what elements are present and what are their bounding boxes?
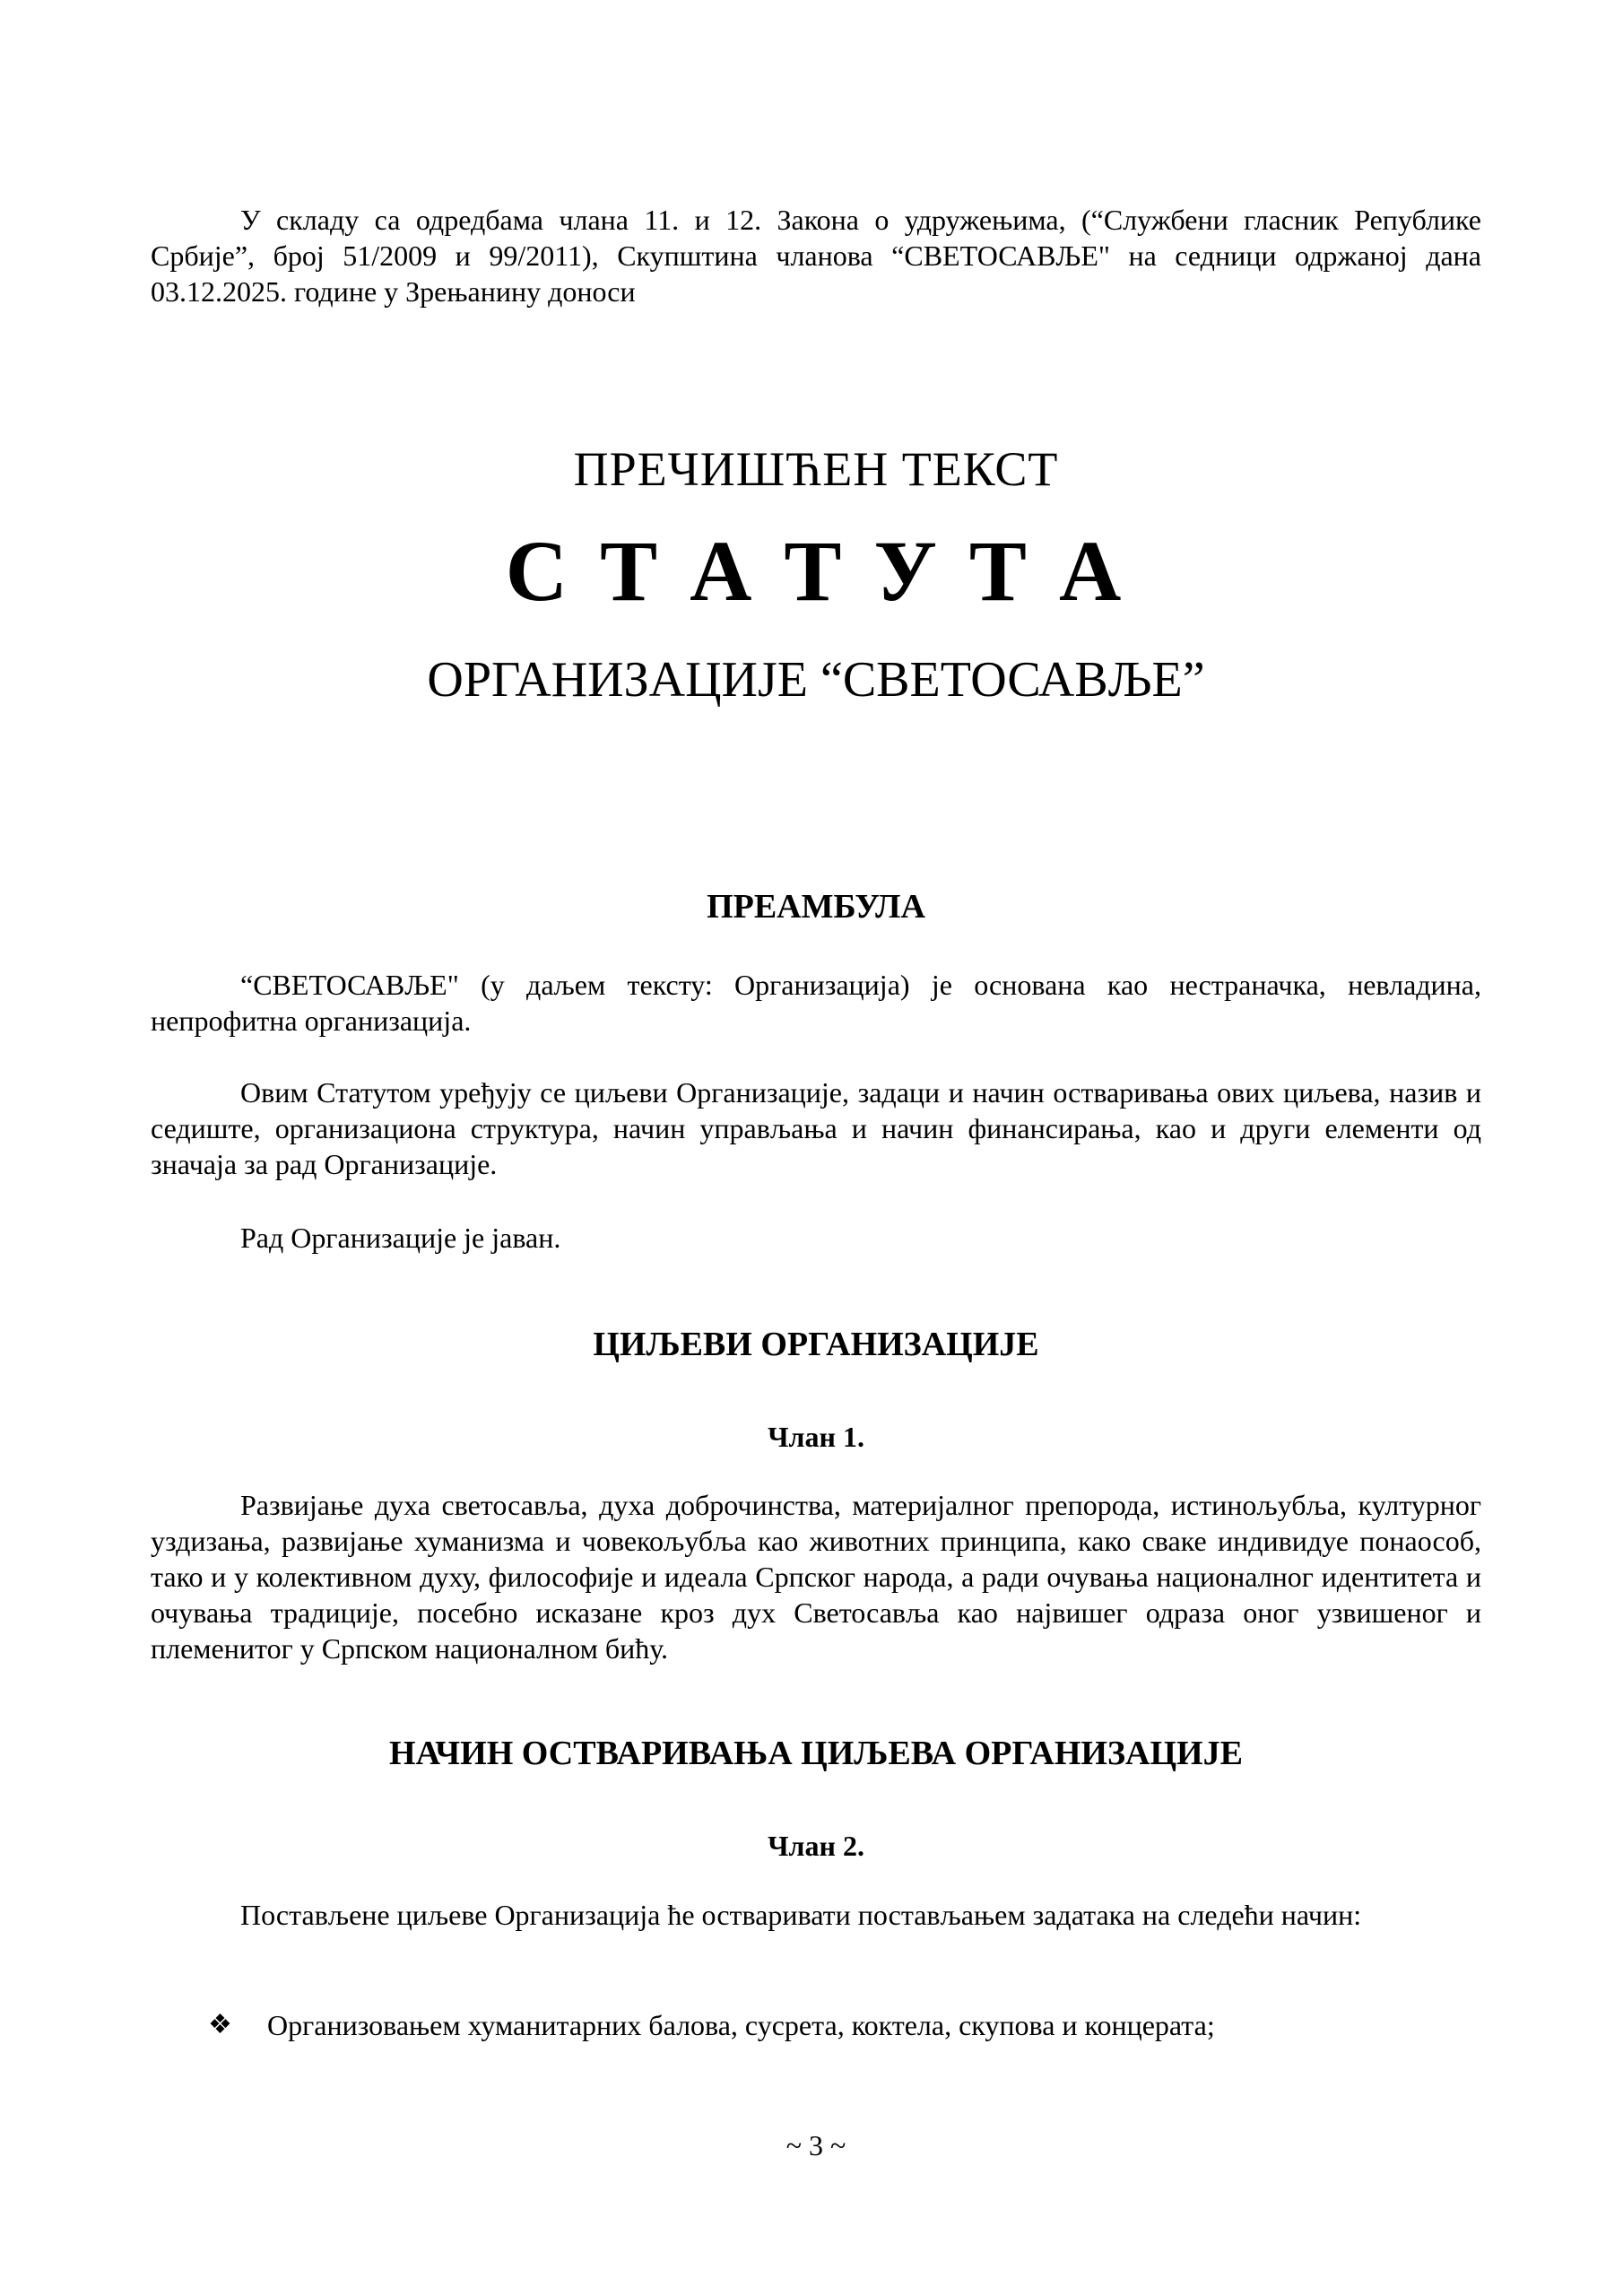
article-1-heading: Члан 1.	[768, 1421, 864, 1453]
bullet-item-text: Организовањем хуманитарних балова, сусрета, коктела, скупова и концерата;	[267, 2009, 1215, 2041]
bullet-list-item	[151, 2007, 1481, 2043]
preamble-heading: ПРЕАМБУЛА	[707, 888, 925, 926]
preamble-paragraph-2: Овим Статутом уређују се циљеви Организације, задаци и начин остваривања ових циљева, назив и седиште, организациона структура, начин управљања и начин финансирања, као и други елементи од значаја за рад Организације.	[151, 1076, 1481, 1180]
article-2-heading: Члан 2.	[768, 1830, 864, 1862]
diamond-bullet-icon: ❖	[208, 2010, 232, 2039]
document-pretitle: ПРЕЧИШЋЕН ТЕКСТ	[573, 442, 1059, 496]
article-1-paragraph: Развијање духа светосавља, духа доброчинства, материјалног препорода, истинољубља, културног уздизања, развијање хуманизма и човекољубља као животних принципа, како сваке индивидуе понаособ, тако и у колективном духу, философије и идеала Српског народа, а ради очувања националног идентитета и очувања традиције, посебно исказане кроз дух Светосавља као највишег одраза оног узвишеног и племенитог у Српском националном бићу.	[151, 1489, 1481, 1665]
methods-section-heading: НАЧИН ОСТВАРИВАЊА ЦИЉЕВА ОРГАНИЗАЦИЈЕ	[389, 1735, 1243, 1772]
goals-section-heading: ЦИЉЕВИ ОРГАНИЗАЦИЈЕ	[593, 1326, 1039, 1363]
preamble-paragraph-3: Рад Организације је јаван.	[240, 1222, 561, 1254]
page-number: ~ 3 ~	[785, 2129, 846, 2161]
intro-paragraph: У складу са одредбама члана 11. и 12. Закона о удружењима, (“Службени гласник Републике Србије”, број 51/2009 и 99/2011), Скупштина чланова “СВЕТОСАВЉЕ" на седници одржаној дана 03.12.2025. године у Зрењанину доноси	[151, 204, 1481, 308]
document-subtitle: ОРГАНИЗАЦИЈЕ “СВЕТОСАВЉЕ”	[427, 652, 1205, 708]
preamble-paragraph-1: “СВЕТОСАВЉЕ" (у даљем тексту: Организација) је основана као нестраначка, невладина, непрофитна организација.	[151, 969, 1481, 1037]
article-2-paragraph: Постављене циљеве Организација ће остваривати постављањем задатака на следећи начин:	[240, 1899, 1362, 1931]
document-title: С Т А Т У Т А	[505, 523, 1127, 619]
